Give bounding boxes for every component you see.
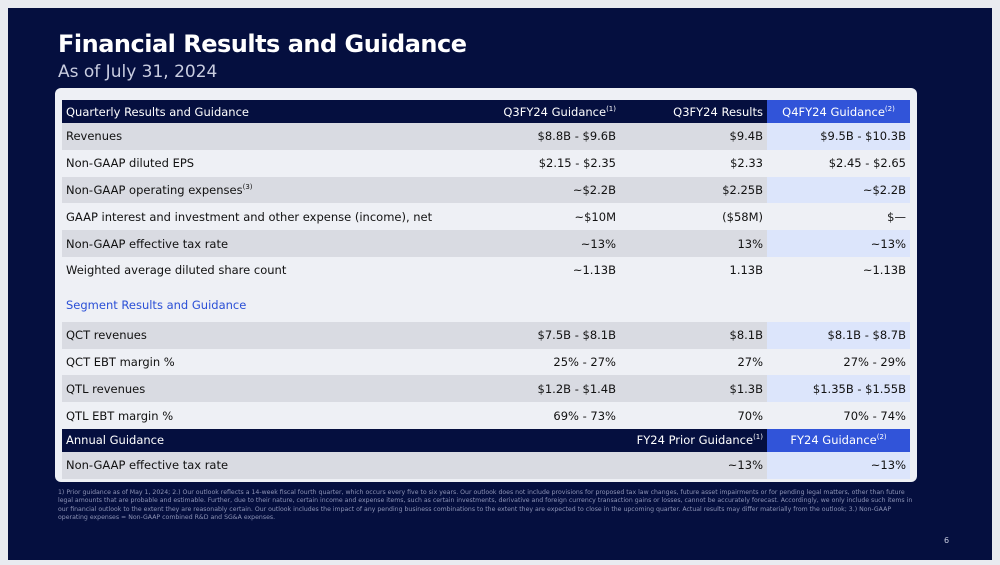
q3-guidance-cell-text: $2.15 - $2.35 (538, 156, 616, 171)
row-label (62, 322, 470, 349)
header-empty (470, 429, 620, 452)
row-label (62, 257, 470, 284)
header-fy24-prior-guidance-text: FY24 Prior Guidance (636, 433, 754, 448)
q4-guidance-cell (767, 177, 910, 204)
row-label (62, 150, 470, 177)
q3-guidance-cell-text: $1.2B - $1.4B (537, 381, 616, 396)
q4-guidance-cell (767, 402, 910, 429)
q3-guidance-cell (470, 230, 620, 257)
row-label-text: GAAP interest and investment and other expense (income), net (66, 209, 433, 224)
header-label-text: Quarterly Results and Guidance (66, 104, 249, 119)
q3-guidance-cell-text: ~1.13B (572, 263, 616, 278)
q3-guidance-cell (470, 375, 620, 402)
q3-guidance-cell (470, 150, 620, 177)
q4-guidance-cell (767, 375, 910, 402)
row-label (62, 203, 470, 230)
row-label-text: Non-GAAP effective tax rate (66, 458, 229, 473)
row-label-text: QTL revenues (66, 381, 146, 396)
footnote-ref: (1) (753, 433, 763, 442)
row-label-text: Non-GAAP diluted EPS (66, 156, 195, 171)
header-label (62, 100, 470, 123)
footnote: 1) Prior guidance as of May 1, 2024; 2.) Our outlook reflects a 14-week fiscal fourth quarter, which occurs every five to six years. Our outlook does not include provisions for proposed tax law changes, future asset impairments or for pending legal matters, other than future legal amounts that are probable and estimable. Further, due to their nature, certain income and expense items, such as certain investments, derivative and foreign currency transaction gains or losses, cannot be accurately forecast. Accordingly, we only include such items in our financial outlook to the extent they are reasonably certain. Our outlook includes the impact of any pending business combinations to the extent they are expected to close in the upcoming quarter. Actual results may differ materially from the outlook; 3.) Non-GAAP operating expenses = Non-GAAP combined R&D and SG&A expenses. (58, 489, 913, 522)
page-number: 6 (944, 536, 950, 545)
q3-results-cell-text: $2.25B (722, 182, 763, 197)
q3-results-cell-text: 27% (737, 354, 763, 369)
results-table (62, 100, 910, 479)
q4-guidance-cell (767, 257, 910, 284)
row-label (62, 349, 470, 376)
header-q3-results-text: Q3FY24 Results (673, 104, 763, 119)
q3-guidance-cell (470, 123, 620, 150)
row-label-text: QCT EBT margin % (66, 354, 175, 369)
table-row (62, 230, 910, 257)
q3-results-cell (620, 375, 767, 402)
q3-results-cell-text: $8.1B (729, 328, 763, 343)
page-subtitle: As of July 31, 2024 (58, 62, 218, 82)
table-row (62, 177, 910, 204)
footnote-ref: (1) (606, 104, 616, 113)
row-label (62, 123, 470, 150)
footnote-ref: (2) (884, 104, 895, 113)
q4-guidance-cell-text: 27% - 29% (843, 354, 906, 369)
q3-results-cell (620, 322, 767, 349)
q4-guidance-cell-text: $9.5B - $10.3B (820, 129, 906, 144)
row-label-text: QCT revenues (66, 328, 147, 343)
header-fy24-guidance-text: FY24 Guidance (790, 433, 877, 448)
table-row (62, 452, 910, 479)
table-row (62, 150, 910, 177)
q4-guidance-cell-text: ~1.13B (862, 263, 906, 278)
q4-guidance-cell-text: 70% - 74% (843, 408, 906, 423)
header-q4-guidance (767, 100, 910, 123)
row-label-text: Revenues (66, 129, 123, 144)
q4-guidance-cell (767, 123, 910, 150)
fy24-guidance-cell (767, 452, 910, 479)
results-card (55, 88, 917, 482)
q4-guidance-cell-text: $8.1B - $8.7B (827, 328, 906, 343)
footnote-ref: (2) (876, 433, 887, 442)
footnote-ref: (3) (242, 183, 253, 192)
table-row (62, 203, 910, 230)
segment-header-row (62, 284, 910, 322)
q3-guidance-cell-text: ~$10M (574, 209, 616, 224)
q3-guidance-cell-text: $8.8B - $9.6B (537, 129, 616, 144)
q3-results-cell-text: ($58M) (722, 209, 763, 224)
row-label-text: Weighted average diluted share count (66, 263, 287, 278)
annual-header-row (62, 429, 910, 452)
q3-guidance-cell (470, 322, 620, 349)
q4-guidance-cell-text: ~13% (870, 236, 906, 251)
header-q3-guidance-text: Q3FY24 Guidance (503, 104, 607, 119)
header-q4-guidance-text: Q4FY24 Guidance (782, 104, 885, 119)
header-q3-results (620, 100, 767, 123)
q4-guidance-cell (767, 150, 910, 177)
row-label (62, 402, 470, 429)
table-row (62, 257, 910, 284)
q3-results-cell (620, 203, 767, 230)
slide (8, 8, 992, 560)
q3-results-cell (620, 257, 767, 284)
table-row (62, 322, 910, 349)
fy24-prior-guidance-cell-text: ~13% (727, 458, 763, 473)
q3-results-cell-text: $1.3B (729, 381, 763, 396)
q3-results-cell-text: $9.4B (729, 129, 763, 144)
header-fy24-prior-guidance (620, 429, 767, 452)
q4-guidance-cell-text: $1.35B - $1.55B (812, 381, 906, 396)
row-label-text: QTL EBT margin % (66, 408, 174, 423)
fy24-guidance-cell-text: ~13% (870, 458, 906, 473)
q3-results-cell-text: 13% (737, 236, 763, 251)
segment-header: Segment Results and Guidance (62, 284, 910, 322)
table-row (62, 402, 910, 429)
q3-results-cell (620, 402, 767, 429)
q3-results-cell (620, 123, 767, 150)
q3-guidance-cell (470, 402, 620, 429)
q3-guidance-cell (470, 203, 620, 230)
row-label-text: Non-GAAP effective tax rate (66, 236, 229, 251)
header-label (62, 429, 470, 452)
table-row (62, 349, 910, 376)
q4-guidance-cell-text: $— (887, 209, 906, 224)
q3-guidance-cell-text: ~$2.2B (572, 182, 616, 197)
q3-guidance-cell (470, 257, 620, 284)
header-fy24-guidance (767, 429, 910, 452)
table-row (62, 375, 910, 402)
row-label-text: Non-GAAP operating expenses (66, 182, 243, 197)
q3-guidance-cell-text: ~13% (580, 236, 616, 251)
q3-results-cell-text: 70% (737, 408, 763, 423)
q3-results-cell (620, 230, 767, 257)
q4-guidance-cell-text: $2.45 - $2.65 (828, 156, 906, 171)
q4-guidance-cell (767, 230, 910, 257)
page-title: Financial Results and Guidance (58, 30, 467, 58)
q3-guidance-cell-text: 69% - 73% (553, 408, 616, 423)
row-label (62, 177, 470, 204)
q3-guidance-cell (470, 177, 620, 204)
header-label-text: Annual Guidance (66, 433, 165, 448)
q3-guidance-cell-text: 25% - 27% (553, 354, 616, 369)
quarterly-header-row (62, 100, 910, 123)
q4-guidance-cell (767, 203, 910, 230)
fy24-prior-guidance-cell (620, 452, 767, 479)
q3-results-cell-text: 1.13B (729, 263, 763, 278)
q3-results-cell (620, 177, 767, 204)
q4-guidance-cell-text: ~$2.2B (862, 182, 906, 197)
q4-guidance-cell (767, 349, 910, 376)
q3-results-cell-text: $2.33 (730, 156, 763, 171)
q3-guidance-cell (470, 349, 620, 376)
table-row (62, 123, 910, 150)
empty-cell (470, 452, 620, 479)
row-label (62, 452, 470, 479)
row-label (62, 375, 470, 402)
q3-results-cell (620, 150, 767, 177)
q3-results-cell (620, 349, 767, 376)
header-q3-guidance (470, 100, 620, 123)
q4-guidance-cell (767, 322, 910, 349)
row-label (62, 230, 470, 257)
q3-guidance-cell-text: $7.5B - $8.1B (537, 328, 616, 343)
